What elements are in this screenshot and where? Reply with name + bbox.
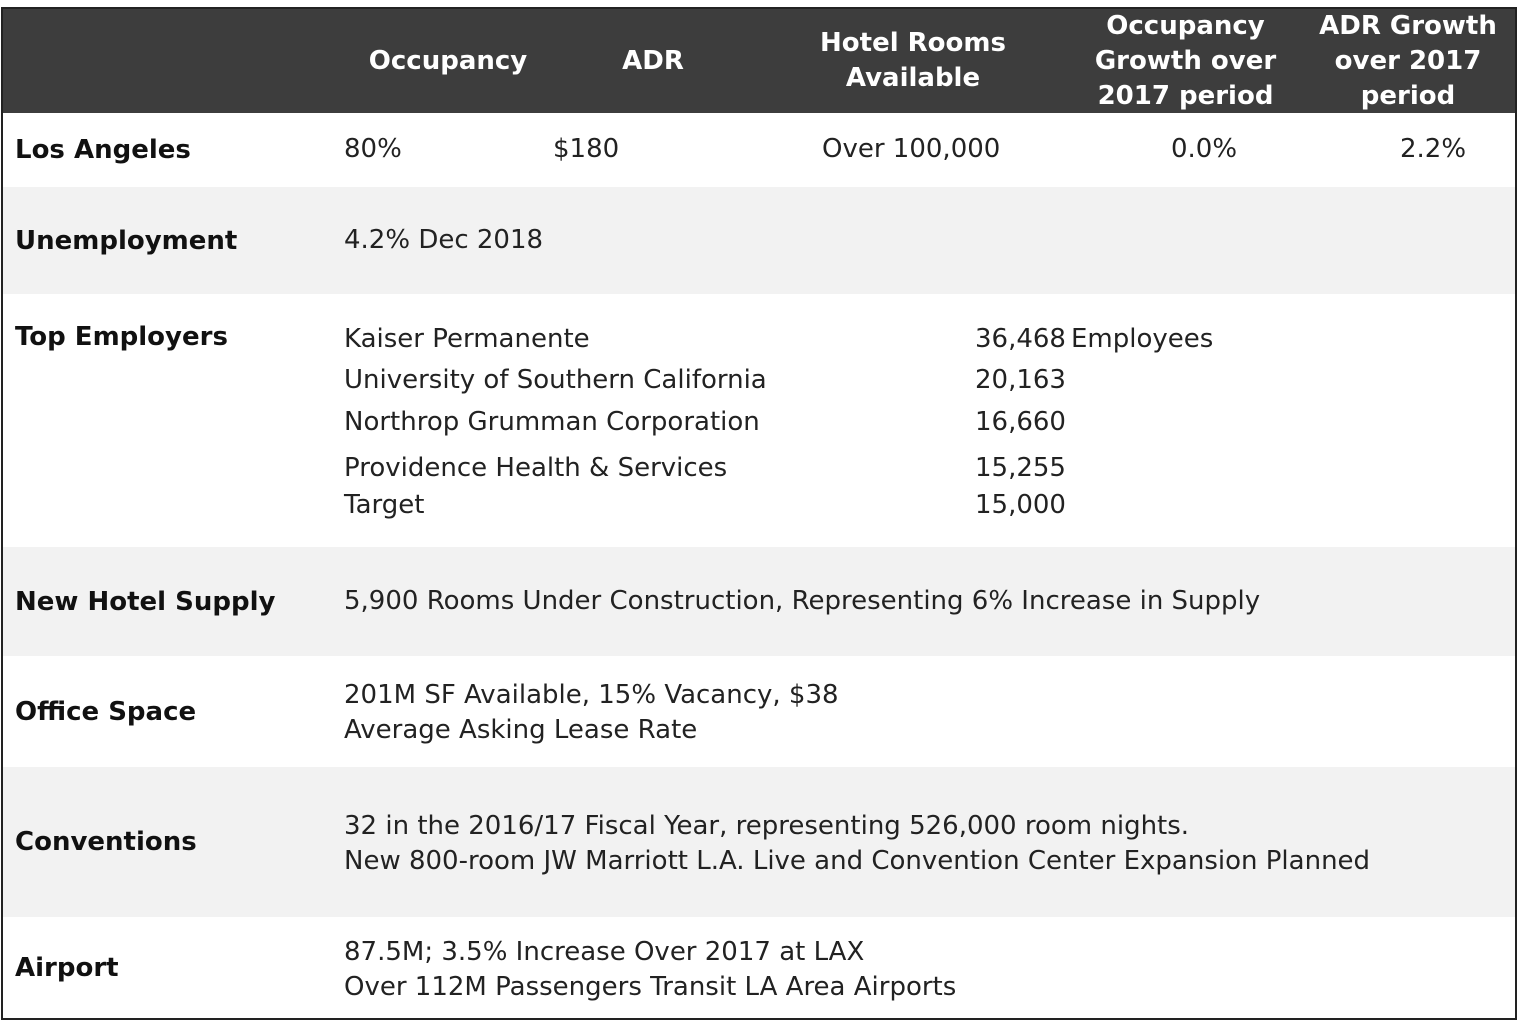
hotel-rooms-value: Over 100,000 — [822, 134, 1001, 164]
conventions-row — [3, 767, 1515, 917]
conventions-line: 32 in the 2016/17 Fiscal Year, representing 526,000 room nights. — [344, 811, 1190, 841]
airport-label: Airport — [15, 952, 119, 983]
header-adr: ADR — [622, 45, 684, 76]
office-space-line: Average Asking Lease Rate — [344, 715, 698, 745]
unemployment-row — [3, 187, 1515, 294]
employer-count: 16,660 — [975, 407, 1066, 437]
new-hotel-supply-label: New Hotel Supply — [15, 586, 276, 617]
city-row — [3, 113, 1515, 187]
employer-name: Northrop Grumman Corporation — [344, 407, 760, 437]
occupancy-value: 80% — [344, 134, 402, 164]
adr-value: $180 — [553, 134, 620, 164]
office-space-label: Office Space — [15, 696, 197, 727]
airport-line: 87.5M; 3.5% Increase Over 2017 at LAX — [344, 937, 865, 967]
city-label: Los Angeles — [15, 135, 191, 165]
employer-name: Target — [344, 490, 425, 520]
header-occupancy: Occupancy — [368, 45, 528, 76]
header-adr-growth: ADR Growth over 2017 period — [1319, 10, 1497, 111]
employer-unit: Employees — [1071, 324, 1214, 354]
employer-name: Kaiser Permanente — [344, 324, 590, 354]
market-table — [1, 7, 1517, 1020]
table-header — [3, 9, 1515, 113]
office-space-line: 201M SF Available, 15% Vacancy, $38 — [344, 680, 839, 710]
adr-growth-value: 2.2% — [1400, 134, 1467, 164]
header-hotel-rooms: Hotel Rooms Available — [820, 28, 1006, 93]
employer-name: University of Southern California — [344, 365, 767, 395]
top-employers-row — [3, 294, 1515, 547]
office-space-row — [3, 656, 1515, 767]
unemployment-value: 4.2% Dec 2018 — [344, 225, 544, 255]
top-employers-label: Top Employers — [15, 322, 228, 352]
new-hotel-supply-row — [3, 547, 1515, 656]
airport-row — [3, 917, 1515, 1018]
header-occupancy-growth: Occupancy Growth over 2017 period — [1094, 10, 1277, 111]
employer-count: 15,000 — [975, 490, 1066, 520]
employer-count: 20,163 — [975, 365, 1066, 395]
employer-count: 36,468 — [975, 324, 1066, 354]
airport-line: Over 112M Passengers Transit LA Area Airports — [344, 972, 957, 1002]
employer-name: Providence Health & Services — [344, 453, 728, 483]
employer-count: 15,255 — [975, 453, 1066, 483]
occupancy-growth-value: 0.0% — [1171, 134, 1238, 164]
conventions-line: New 800-room JW Marriott L.A. Live and Convention Center Expansion Planned — [344, 846, 1371, 876]
conventions-label: Conventions — [15, 827, 197, 857]
unemployment-label: Unemployment — [15, 225, 238, 256]
new-hotel-supply-value: 5,900 Rooms Under Construction, Representing 6% Increase in Supply — [344, 586, 1261, 616]
